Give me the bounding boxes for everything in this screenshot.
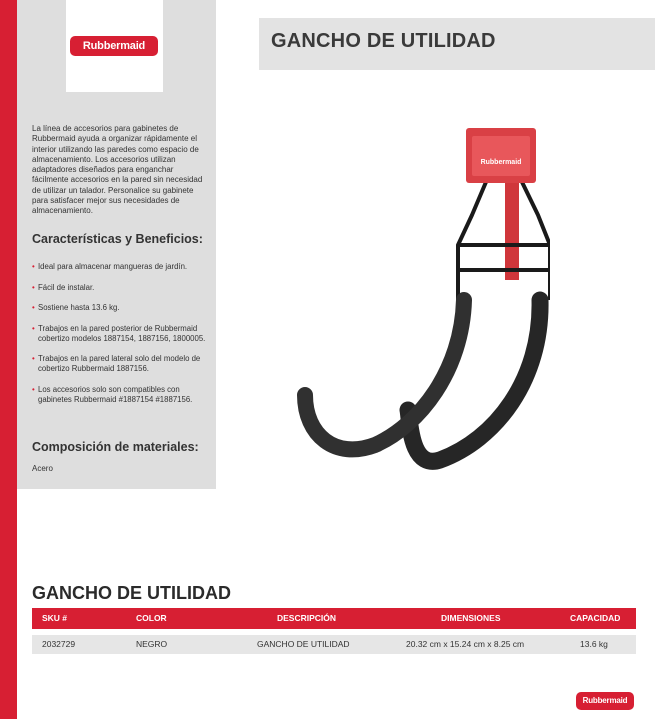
feature-item: • Trabajos en la pared lateral solo del modelo de cobertizo Rubbermaid 1887156.: [32, 354, 212, 374]
left-accent-bar: [0, 0, 17, 719]
bracket-logo-text: Rubbermaid: [480, 159, 522, 166]
col-description: DESCRIPCIÓN: [277, 613, 337, 623]
feature-item: • Sostiene hasta 13.6 kg.: [32, 303, 212, 313]
feature-item: • Fácil de instalar.: [32, 283, 212, 293]
cell-dimensions: 20.32 cm x 15.24 cm x 8.25 cm: [406, 639, 525, 649]
footer-logo: Rubbermaid: [576, 692, 634, 710]
hook-rail: [505, 175, 519, 280]
spec-table-header: [32, 608, 636, 629]
cell-description: GANCHO DE UTILIDAD: [257, 639, 350, 649]
features-list: [32, 262, 212, 415]
materials-value: Acero: [32, 464, 53, 473]
features-heading: Características y Beneficios:: [32, 232, 203, 246]
cell-capacity: 13.6 kg: [580, 639, 608, 649]
col-color: COLOR: [136, 613, 167, 623]
cell-color: NEGRO: [136, 639, 168, 649]
utility-hook-image: [290, 120, 550, 500]
spec-title: GANCHO DE UTILIDAD: [32, 583, 231, 603]
page-title: GANCHO DE UTILIDAD: [271, 30, 496, 52]
feature-item: • Ideal para almacenar mangueras de jardín.: [32, 262, 212, 272]
feature-item: • Los accesorios solo son compatibles con gabinetes Rubbermaid #1887154 #1887156.: [32, 385, 212, 405]
intro-text: La línea de accesorios para gabinetes de Rubbermaid ayuda a organizar rápidamente el interior utilizando las paredes como espacio de almacenamiento. Los accesorios utilizan adaptadores diseñados para enganchar fácilmente accesorios en la pared sin necesidad de utilizar un talador. Personalice su gabinete para satisfacer mejor sus necesidades de almacenamiento.: [32, 124, 203, 216]
feature-item: • Trabajos en la pared posterior de Rubbermaid cobertizo modelos 1887154, 1887156, 1800005.: [32, 324, 212, 344]
materials-heading: Composición de materiales:: [32, 440, 199, 454]
brand-logo: Rubbermaid: [70, 36, 158, 56]
col-sku: SKU #: [42, 613, 68, 623]
col-capacity: CAPACIDAD: [570, 613, 621, 623]
col-dimensions: DIMENSIONES: [441, 613, 501, 623]
cell-sku: 2032729: [42, 639, 76, 649]
table-row: [32, 635, 636, 654]
